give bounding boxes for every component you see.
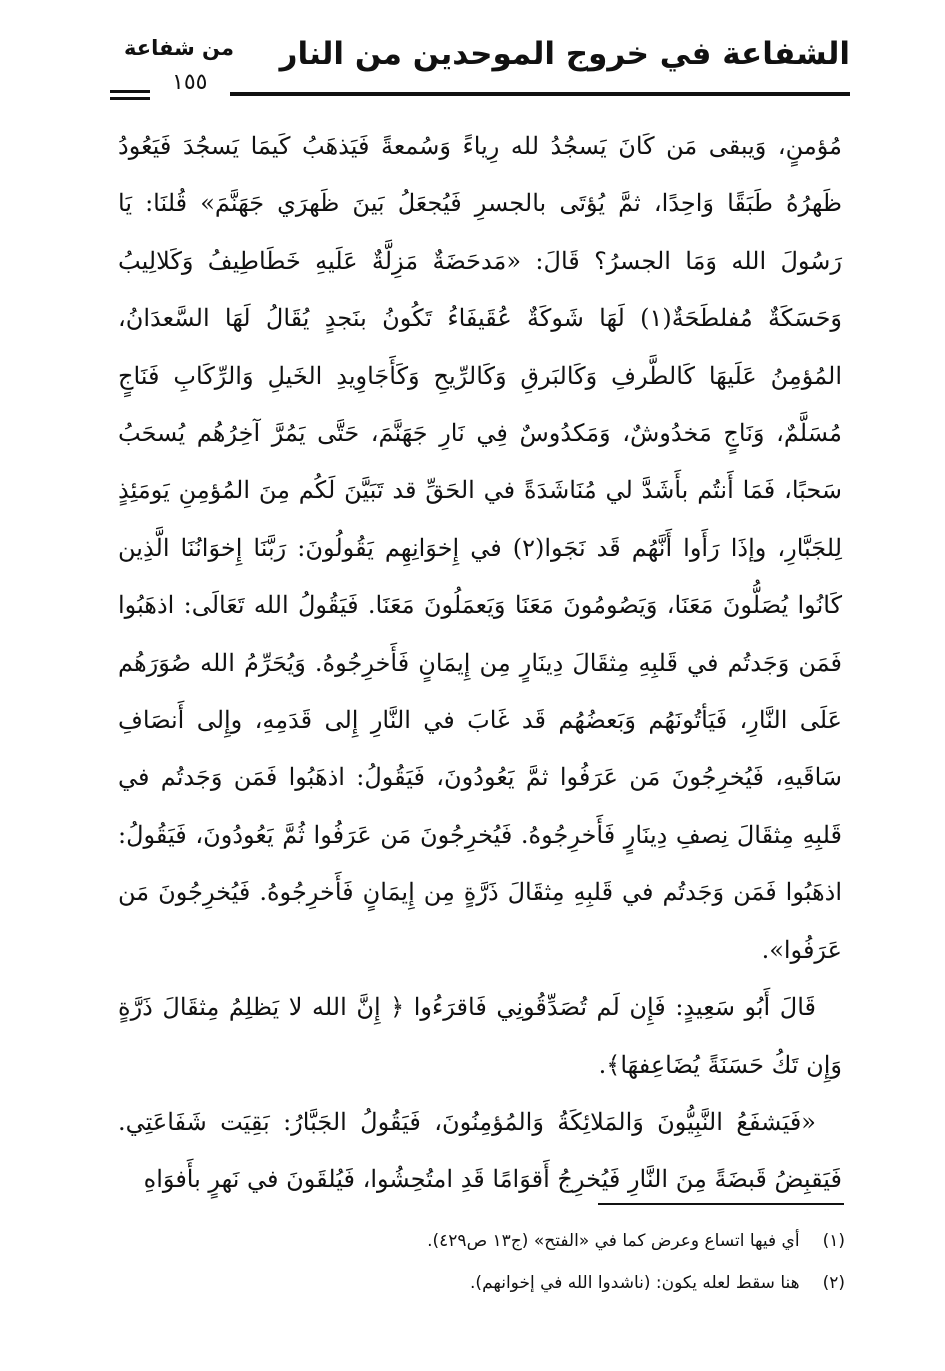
- header-rule-short-top: [110, 90, 150, 93]
- header-rule-short-bottom: [110, 97, 150, 100]
- series-logo: من شفاعة: [124, 36, 234, 60]
- running-title: الشفاعة في خروج الموحدين من النار: [279, 36, 850, 72]
- main-text: [118, 118, 842, 1209]
- page-number: ١٥٥: [172, 70, 208, 95]
- paragraph-intercession: «فَيَشفَعُ النَّبِيُّونَ وَالمَلائِكَةُ وَالمُؤمِنُونَ، فَيَقُولُ الجَبَّارُ: بَقِيَت شَفَاعَتِي. فَيَقبِضُ قَبضَةً مِنَ النَّارِ فَيُخرِجُ أَقوَامًا قَدِ امتُحِشُوا، فَيُلقَونَ في نَهرٍ بأَفوَاهِ: [118, 1107, 842, 1194]
- footnote-separator: [598, 1203, 844, 1205]
- footnote-2: [200, 1262, 845, 1304]
- footnote-1: [200, 1220, 845, 1262]
- footnotes: [200, 1220, 845, 1304]
- paragraph-abu-saeed: قَالَ أَبُو سَعِيدٍ: فَإِن لَم تُصَدِّقُونِي فَاقرَءُوا ﴿ إِنَّ الله لا يَظلِمُ مِثقَالَ ذَرَّةٍ وَإِن تَكُ حَسَنَةً يُضَاعِفهَا﴾.: [118, 993, 842, 1079]
- footnote-text: هنا سقط لعله يكون: (ناشدوا الله في إخوانهم).: [470, 1273, 800, 1293]
- footnote-number: (١): [822, 1231, 845, 1251]
- page-header: [110, 30, 850, 100]
- footnote-text: أي فيها اتساع وعرض كما في «الفتح» (ج١٣ ص٤٢٩).: [427, 1231, 800, 1251]
- paragraph-hadith: مُؤمنٍ، وَيبقى مَن كَانَ يَسجُدُ لله رِياءً وَسُمعةً فَيَذهَبُ كَيمَا يَسجُدَ فَيَعُودُ ظَهرُهُ طَبَقًا وَاحِدًا، ثمَّ يُؤتَى بالجسرِ فَيُجعَلُ بَينَ ظَهرَي جَهَنَّمَ» قُلنَا: يَا رَسُولَ الله وَمَا الجسرُ؟ قَالَ: «مَدحَضَةٌ مَزِلَّةٌ عَلَيهِ خَطَاطِيفُ وَكَلالِيبُ وَحَسَكَةٌ مُفلطَحَةٌ(١) لَهَا شَوكَةٌ عُقَيفَاءُ تَكُونُ بنَجدٍ يُقَالُ لَهَا السَّعدَانُ، المُؤمِنُ عَلَيهَا كَالطَّرفِ وَكَالبَرقِ وَكَالرِّيحِ وَكَأَجَاوِيدِ الخَيلِ وَالرِّكَابِ فَنَاجٍ مُسَلَّمٌ، وَنَاجٍ مَخدُوشٌ، وَمَكدُوسٌ فِي نَارِ جَهَنَّمَ، حَتَّى يَمُرَّ آخِرُهُم يُسحَبُ سَحبًا، فَمَا أَنتُم بأَشَدَّ لي مُنَاشَدَةً في الحَقِّ قد تَبَيَّنَ لَكُم مِنَ المُؤمِنِ يَومَئِذٍ لِلجَبَّارِ، وإذَا رَأَوا أَنَّهُم قَد نَجَوا(٢) في إِخوَانِهِم يَقُولُونَ: رَبَّنَا إِخوَانُنَا الَّذِين كَانُوا يُصَلُّونَ مَعَنَا، وَيَصُومُونَ مَعَنَا وَيَعمَلُونَ مَعَنَا. فَيَقُولُ الله تَعَالَى: اذهَبُوا فَمَن وَجَدتُم في قَلبِهِ مِثقَالَ دِينَارٍ مِن إِيمَانٍ فَأَخرِجُوهُ. وَيُحَرِّمُ الله صُوَرَهُم عَلَى النَّارِ، فَيَأتُونَهُم وَبَعضُهُم قَد غَابَ في النَّارِ إِلى قَدَمِهِ، وإِلى أَنصَافِ سَاقَيهِ، فَيُخرِجُونَ مَن عَرَفُوا ثمَّ يَعُودُونَ، فَيَقُولُ: اذهَبُوا فَمَن وَجَدتُم في قَلبِهِ مِثقَالَ نِصفِ دِينَارٍ فَأَخرِجُوهُ. فَيُخرِجُونَ مَن عَرَفُوا ثُمَّ يَعُودُونَ، فَيَقُولُ: اذهَبُوا فَمَن وَجَدتُم في قَلبِهِ مِثقَالَ ذَرَّةٍ مِن إِيمَانٍ فَأَخرِجُوهُ. فَيُخرِجُونَ مَن عَرَفُوا».: [118, 132, 843, 964]
- footnote-number: (٢): [822, 1273, 845, 1293]
- header-rule: [230, 92, 850, 96]
